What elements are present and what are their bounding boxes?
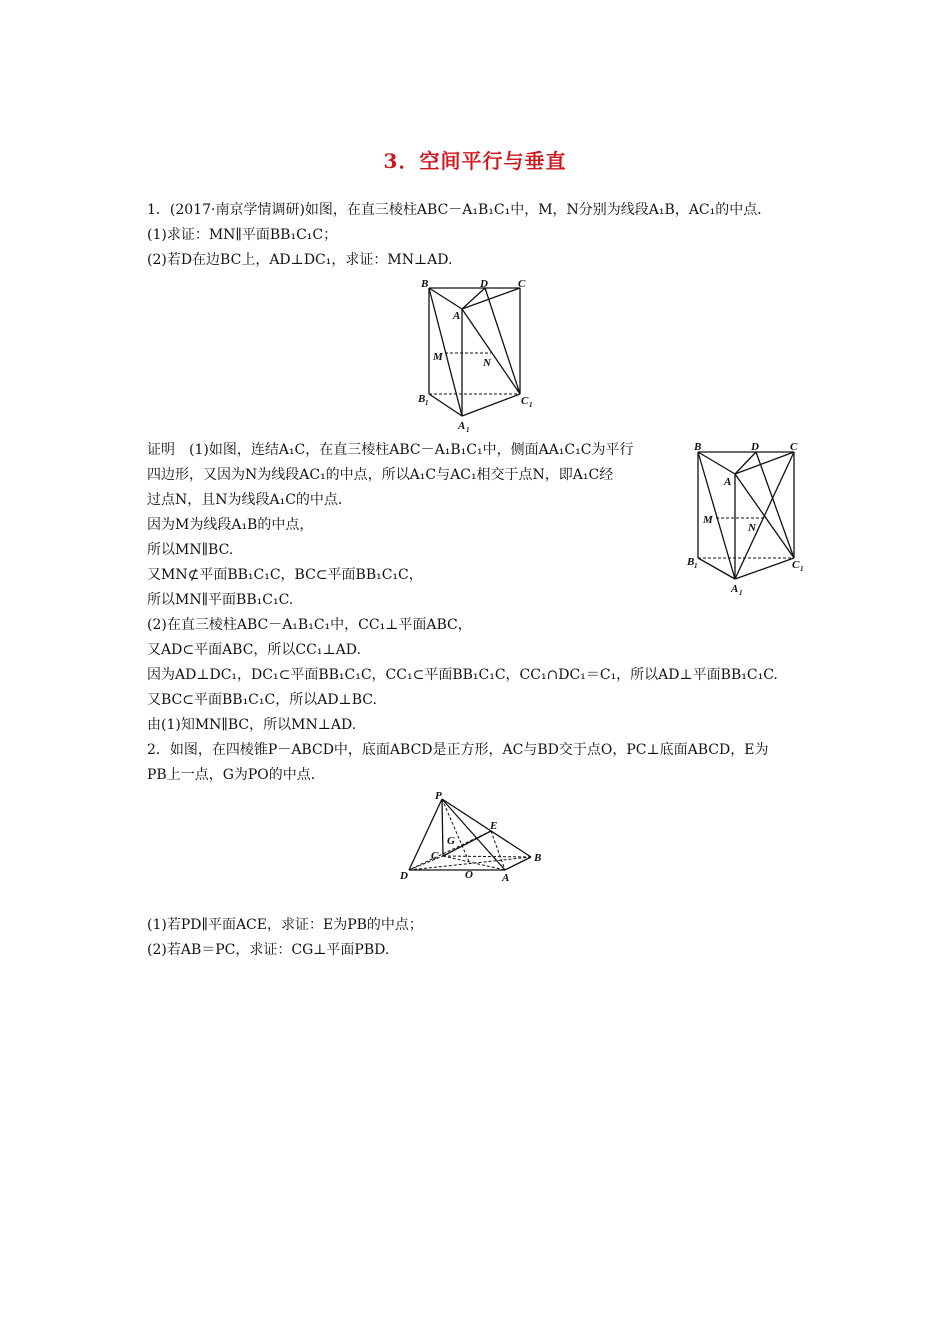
label-C: C bbox=[431, 850, 439, 862]
label-D: D bbox=[400, 870, 408, 882]
label-C1: C bbox=[792, 559, 800, 571]
label-C1-sub: 1 bbox=[529, 401, 533, 409]
problem1-stem: 1．(2017·南京学情调研)如图，在直三棱柱ABC－A₁B₁C₁中，M，N分别为线段A₁B，AC₁的中点． bbox=[147, 202, 772, 218]
figure-prism-2 bbox=[686, 438, 808, 598]
proof-line: 过点N，且N为线段A₁C的中点． bbox=[147, 492, 352, 508]
label-D: D bbox=[751, 441, 759, 453]
figure-prism-1 bbox=[415, 276, 545, 434]
label-B1-sub: 1 bbox=[425, 399, 429, 407]
label-O: O bbox=[465, 869, 473, 881]
label-A1: A bbox=[731, 583, 739, 595]
proof-line: 所以MN∥平面BB₁C₁C. bbox=[147, 592, 294, 608]
label-A1-sub: 1 bbox=[466, 426, 470, 434]
label-B1-sub: 1 bbox=[694, 562, 698, 570]
problem2-q2: (2)若AB＝PC，求证：CG⊥平面PBD. bbox=[147, 942, 390, 958]
label-N: N bbox=[483, 357, 491, 369]
problem2-stem-line1: 2．如图，在四棱锥P－ABCD中，底面ABCD是正方形，AC与BD交于点O，PC⊥底面ABCD，E为 bbox=[147, 742, 769, 758]
figure-pyramid bbox=[398, 790, 548, 882]
proof-line: 所以MN∥BC. bbox=[147, 542, 234, 558]
label-A1: A bbox=[458, 420, 466, 432]
problem2-stem-line2: PB上一点，G为PO的中点． bbox=[147, 767, 325, 783]
label-C: C bbox=[518, 278, 526, 290]
label-M: M bbox=[703, 514, 713, 526]
label-B1: B bbox=[687, 556, 695, 568]
label-A: A bbox=[453, 310, 461, 322]
label-A1-sub: 1 bbox=[739, 589, 743, 597]
problem2-q1: (1)若PD∥平面ACE，求证：E为PB的中点； bbox=[147, 917, 423, 933]
label-M: M bbox=[433, 351, 443, 363]
label-B: B bbox=[421, 278, 429, 290]
label-D: D bbox=[480, 278, 488, 290]
problem1-q1: (1)求证：MN∥平面BB₁C₁C； bbox=[147, 227, 338, 243]
problem1-q2: (2)若D在边BC上，AD⊥DC₁，求证：MN⊥AD. bbox=[147, 252, 453, 268]
page-title: 3．空间平行与垂直 bbox=[383, 149, 567, 173]
label-G: G bbox=[447, 835, 455, 847]
label-B1: B bbox=[418, 393, 426, 405]
proof-line: 由(1)知MN∥BC，所以MN⊥AD. bbox=[147, 717, 357, 733]
proof-line: 又MN⊄平面BB₁C₁C，BC⊂平面BB₁C₁C， bbox=[147, 567, 423, 583]
proof-line: 证明 (1)如图，连结A₁C，在直三棱柱ABC－A₁B₁C₁中，侧面AA₁C₁C为平行 bbox=[147, 442, 634, 458]
label-A: A bbox=[724, 476, 732, 488]
proof-line: (2)在直三棱柱ABC－A₁B₁C₁中，CC₁⊥平面ABC， bbox=[147, 617, 472, 633]
proof-line: 四边形，又因为N为线段AC₁的中点，所以A₁C与AC₁相交于点N，即A₁C经 bbox=[147, 467, 614, 483]
label-B: B bbox=[534, 852, 542, 864]
proof-line: 因为M为线段A₁B的中点， bbox=[147, 517, 314, 533]
proof-line: 因为AD⊥DC₁，DC₁⊂平面BB₁C₁C，CC₁⊂平面BB₁C₁C，CC₁∩DC₁＝C₁，所以AD⊥平面BB₁C₁C. bbox=[147, 667, 778, 683]
label-B: B bbox=[694, 441, 702, 453]
proof-line: 又BC⊂平面BB₁C₁C，所以AD⊥BC. bbox=[147, 692, 377, 708]
label-C1: C bbox=[521, 395, 529, 407]
label-A: A bbox=[502, 872, 510, 882]
label-C: C bbox=[790, 441, 798, 453]
label-P: P bbox=[435, 790, 442, 802]
label-C1-sub: 1 bbox=[800, 565, 804, 573]
label-E: E bbox=[490, 820, 498, 832]
label-N: N bbox=[748, 522, 756, 534]
proof-line: 又AD⊂平面ABC，所以CC₁⊥AD. bbox=[147, 642, 361, 658]
